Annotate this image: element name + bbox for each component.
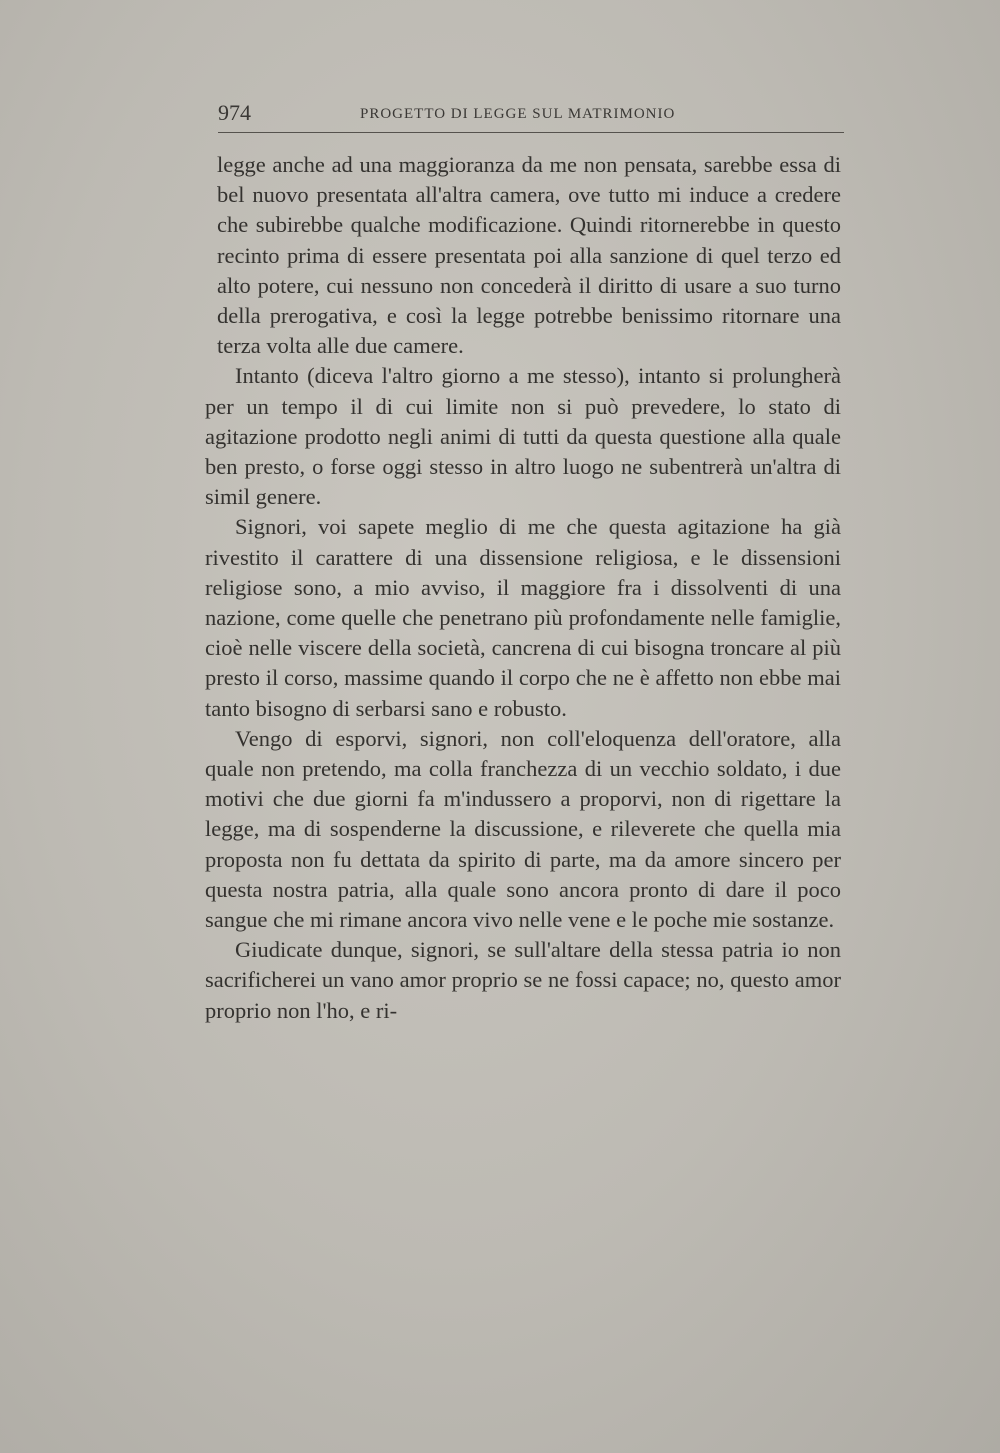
header-rule [218, 132, 844, 133]
page-number: 974 [218, 100, 251, 125]
paragraph-continued: legge anche ad una maggioranza da me non pensata, sarebbe essa di bel nuovo presentata all'altra camera, ove tutto mi induce a credere che subirebbe qualche modificazione. Quindi ritornerebbe in questo recinto prima di essere presentata poi alla sanzione di quel terzo ed alto potere, cui nessuno non concederà il diritto di usare a suo turno della prerogativa, e così la legge potrebbe benissimo ritornare una terza volta alle due camere. [217, 152, 841, 359]
page-header [218, 100, 844, 140]
body-text [205, 150, 841, 1026]
running-title: PROGETTO DI LEGGE SUL MATRIMONIO [360, 106, 676, 122]
paragraph: Intanto (diceva l'altro giorno a me stesso), intanto si prolungherà per un tempo il di cui limite non si può prevedere, lo stato di agitazione prodotto negli animi di tutti da questa questione alla quale ben presto, o forse oggi stesso in altro luogo ne subentrerà un'altra di simil genere. [205, 363, 841, 510]
paragraph: Signori, voi sapete meglio di me che questa agitazione ha già rivestito il carattere di una dissensione religiosa, e le dissensioni religiose sono, a mio avviso, il maggiore fra i dissolventi di una nazione, come quelle che penetrano più profondamente nelle famiglie, cioè nelle viscere della società, cancrena di cui bisogna troncare al più presto il corso, massime quando il corpo che ne è affetto non ebbe mai tanto bisogno di serbarsi sano e robusto. [205, 514, 841, 721]
paragraph: Vengo di esporvi, signori, non coll'eloquenza dell'oratore, alla quale non pretendo, ma colla franchezza di un vecchio soldato, i due motivi che due giorni fa m'indussero a proporvi, non di rigettare la legge, ma di sospenderne la discussione, e rileverete che quella mia proposta non fu dettata da spirito di parte, ma da amore sincero per questa nostra patria, alla quale sono ancora pronto di dare il poco sangue che mi rimane ancora vivo nelle vene e le poche mie sostanze. [205, 725, 841, 933]
paragraph: Giudicate dunque, signori, se sull'altare della stessa patria io non sacrificherei un vano amor proprio se ne fossi capace; no, questo amor proprio non l'ho, e ri- [205, 937, 841, 1023]
